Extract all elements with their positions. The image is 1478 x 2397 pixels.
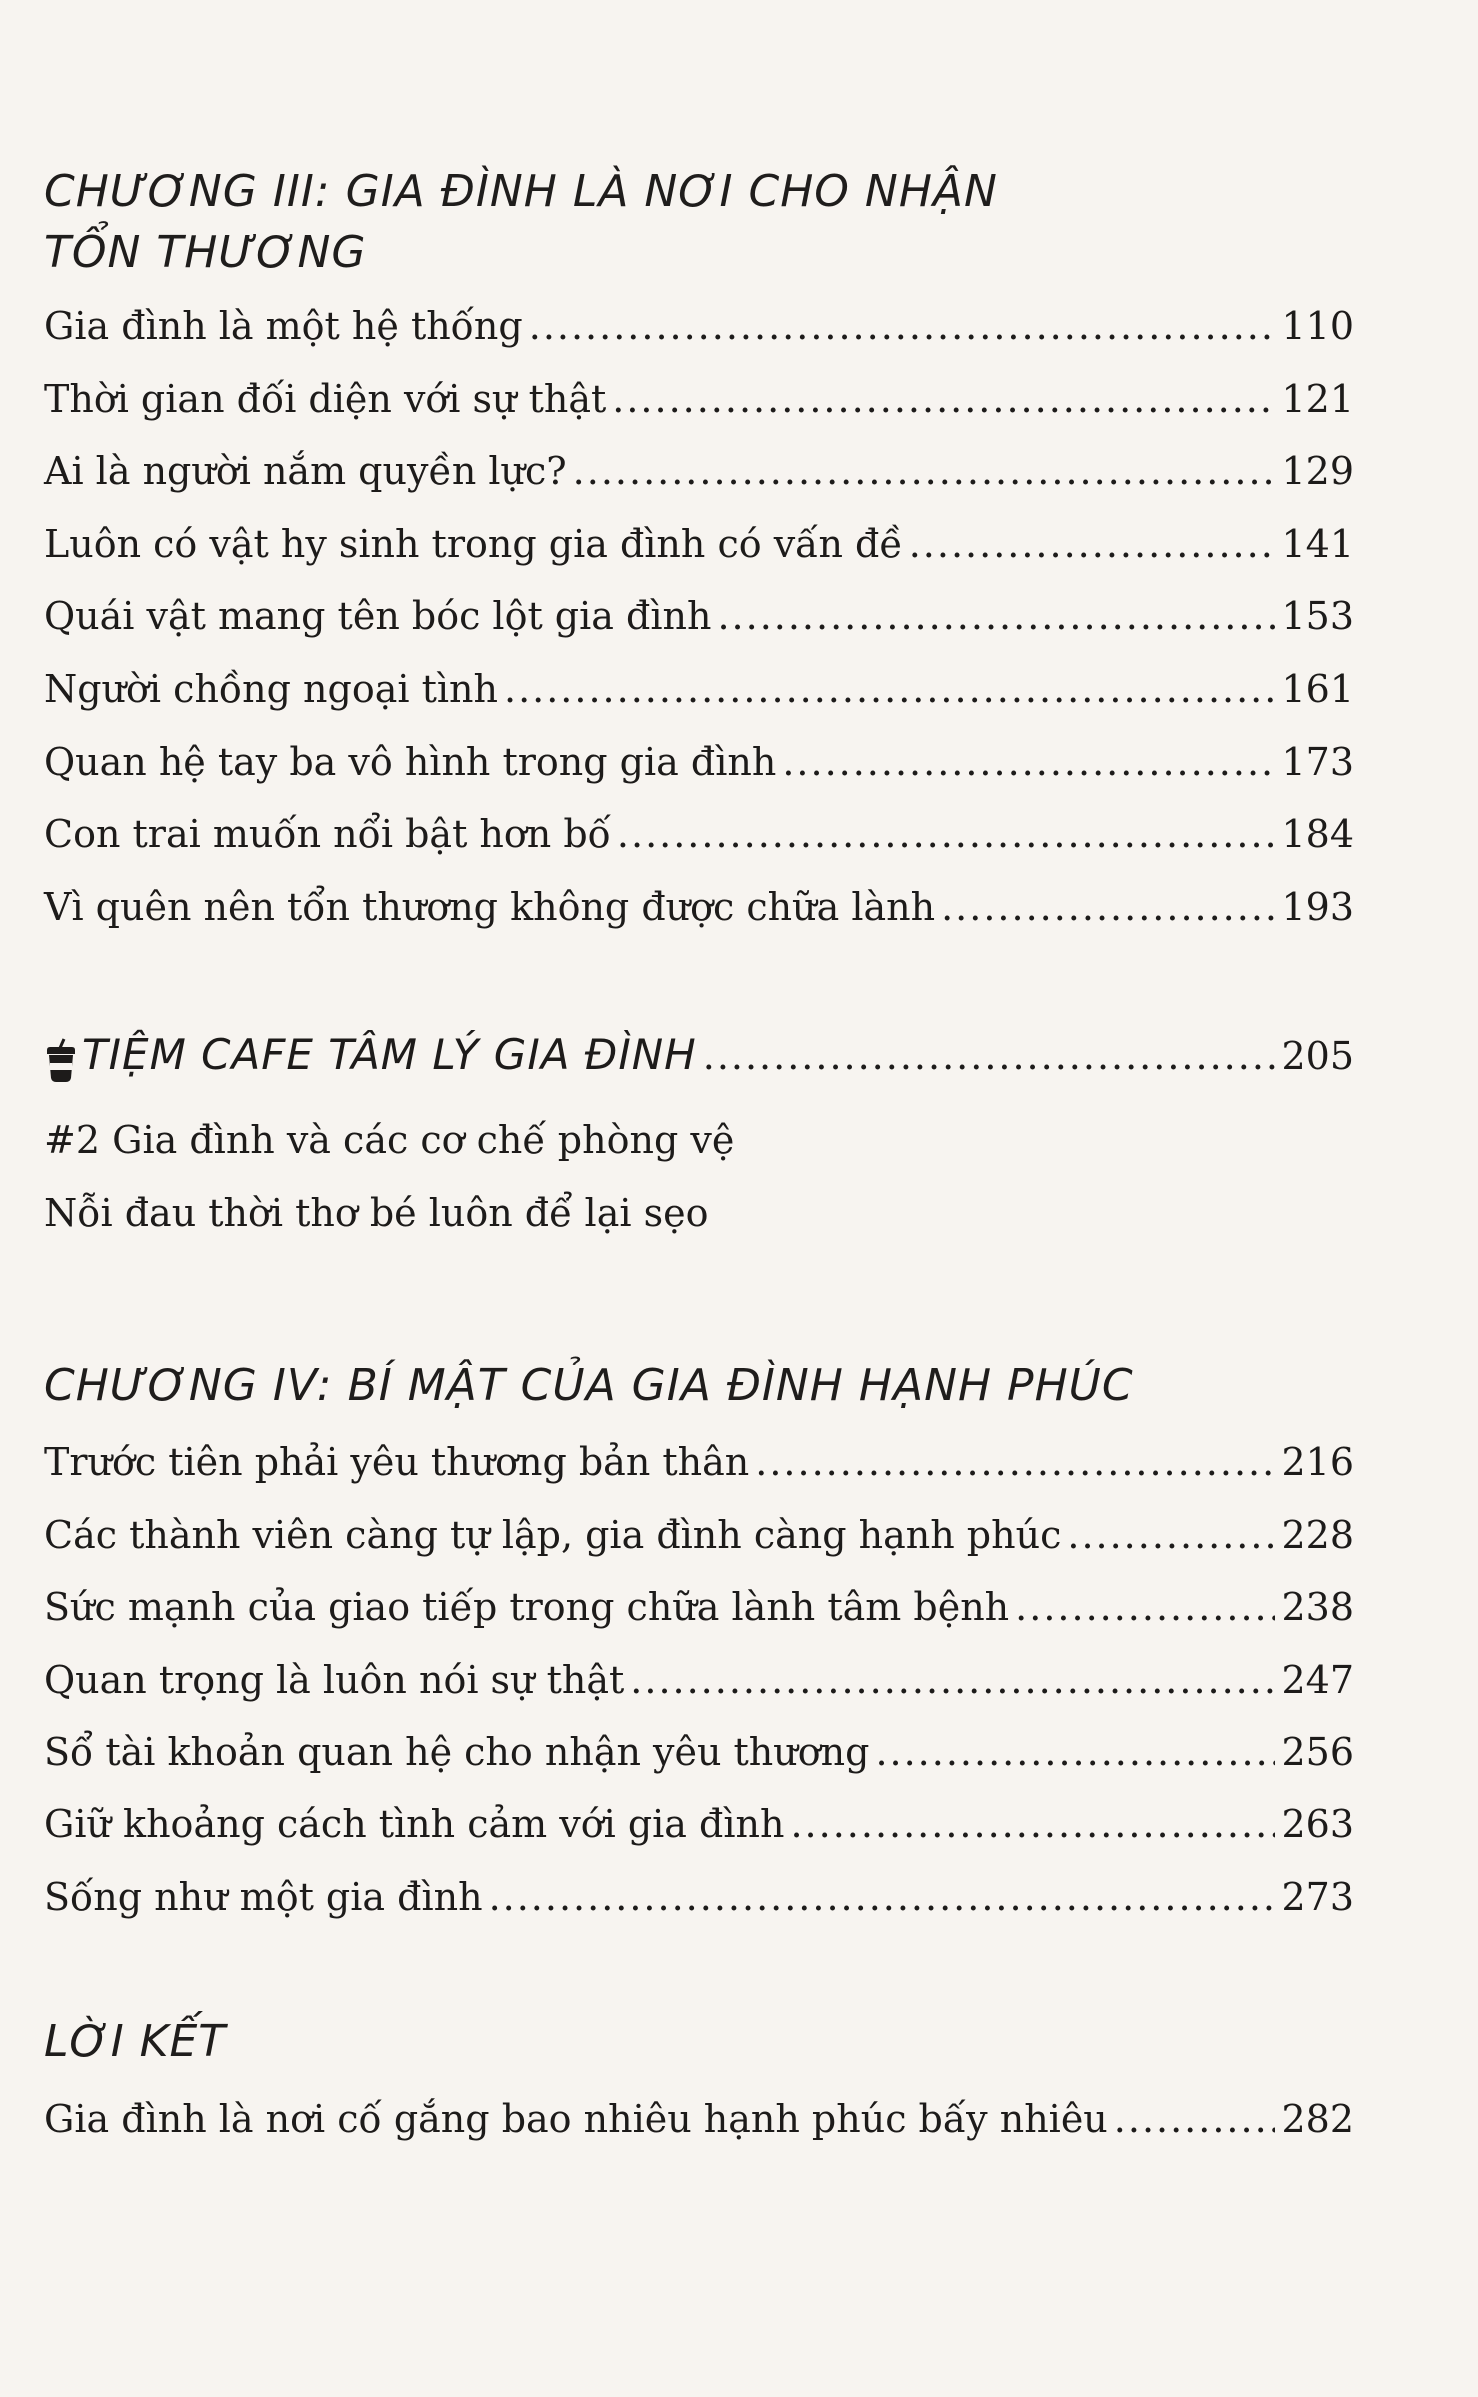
toc-entry-label: Ai là người nắm quyền lực? [44,449,567,493]
toc-entry-label: Gia đình là một hệ thống [44,304,523,348]
coffee-cup-icon [44,1038,78,1084]
toc-entry-page: 193 [1281,885,1354,929]
toc-entry-page: 110 [1281,304,1354,348]
toc-entry-label: Sổ tài khoản quan hệ cho nhận yêu thương [44,1730,870,1774]
dot-leader [612,370,1275,428]
toc-entry-page: 256 [1281,1730,1354,1774]
toc-entry [44,1723,1354,1781]
dot-leader [782,733,1275,791]
toc-entry-page: 153 [1281,594,1354,638]
chapter-3-title-line-2: TỔN THƯƠNG [44,227,367,278]
dot-leader [504,660,1275,718]
dot-leader [617,805,1276,863]
toc-entry [44,587,1354,645]
cafe-section-heading [44,1030,1354,1092]
toc-entry [44,1506,1354,1564]
dot-leader [1114,2090,1276,2148]
dot-leader [630,1651,1275,1709]
toc-entry-label: Luôn có vật hy sinh trong gia đình có vấn đề [44,522,903,566]
dot-leader [755,1433,1275,1491]
toc-entry-page: 282 [1281,2097,1354,2141]
dot-leader [1067,1506,1275,1564]
toc-entry-page: 228 [1281,1513,1354,1557]
cafe-section-title: TIỆM CAFE TÂM LÝ GIA ĐÌNH [82,1030,697,1079]
dot-leader [1015,1578,1275,1636]
toc-entry-label: Sức mạnh của giao tiếp trong chữa lành tâm bệnh [44,1585,1010,1629]
toc-entry-label: Các thành viên càng tự lập, gia đình càng hạnh phúc [44,1513,1062,1557]
toc-entry-page: 161 [1281,667,1354,711]
toc-entry-page: 141 [1281,522,1354,566]
toc-entry-label: Thời gian đối diện với sự thật [44,377,607,421]
toc-entry [44,442,1354,500]
cafe-subtitle-2: Nỗi đau thời thơ bé luôn để lại sẹo [44,1191,709,1235]
toc-entry [44,805,1354,863]
toc-entry-label: Gia đình là nơi cố gắng bao nhiêu hạnh phúc bấy nhiêu [44,2097,1108,2141]
cafe-section-page: 205 [1281,1034,1354,1078]
toc-entry-label: Quái vật mang tên bóc lột gia đình [44,594,712,638]
toc-entry-page: 273 [1281,1875,1354,1919]
toc-entry-label: Giữ khoảng cách tình cảm với gia đình [44,1802,785,1846]
toc-entry-page: 216 [1281,1440,1354,1484]
dot-leader [703,1034,1276,1078]
toc-entry-page: 184 [1281,812,1354,856]
toc-entry [44,1433,1354,1491]
toc-entry [44,1578,1354,1636]
toc-entry-page: 129 [1281,449,1354,493]
dot-leader [875,1723,1275,1781]
toc-entry [44,1868,1354,1926]
toc-entry-page: 263 [1281,1802,1354,1846]
toc-entry-label: Vì quên nên tổn thương không được chữa lành [44,885,936,929]
toc-entry [44,370,1354,428]
dot-leader [790,1795,1275,1853]
dot-leader [941,878,1275,936]
toc-entry [44,1795,1354,1853]
dot-leader [909,515,1276,573]
chapter-4-title: CHƯƠNG IV: BÍ MẬT CỦA GIA ĐÌNH HẠNH PHÚC [44,1360,1134,1411]
chapter-3-title-line-1: CHƯƠNG III: GIA ĐÌNH LÀ NƠI CHO NHẬN [44,166,998,217]
epilogue-title: LỜI KẾT [44,2016,227,2067]
toc-entry-label: Trước tiên phải yêu thương bản thân [44,1440,750,1484]
dot-leader [529,297,1276,355]
dot-leader [573,442,1276,500]
toc-entry [44,1651,1354,1709]
toc-entry-label: Quan trọng là luôn nói sự thật [44,1658,625,1702]
toc-entry-label: Sống như một gia đình [44,1875,483,1919]
dot-leader [489,1868,1276,1926]
toc-entry-page: 247 [1281,1658,1354,1702]
toc-entry-page: 238 [1281,1585,1354,1629]
toc-entry-label: Con trai muốn nổi bật hơn bố [44,812,611,856]
toc-entry [44,515,1354,573]
cafe-subtitle-1: #2 Gia đình và các cơ chế phòng vệ [44,1118,735,1162]
toc-entry [44,2090,1354,2148]
dot-leader [717,587,1275,645]
toc-entry [44,297,1354,355]
toc-entry [44,733,1354,791]
toc-entry-page: 173 [1281,740,1354,784]
toc-entry-label: Quan hệ tay ba vô hình trong gia đình [44,740,777,784]
toc-entry [44,878,1354,936]
toc-entry-label: Người chồng ngoại tình [44,667,498,711]
toc-entry-page: 121 [1281,377,1354,421]
toc-entry [44,660,1354,718]
